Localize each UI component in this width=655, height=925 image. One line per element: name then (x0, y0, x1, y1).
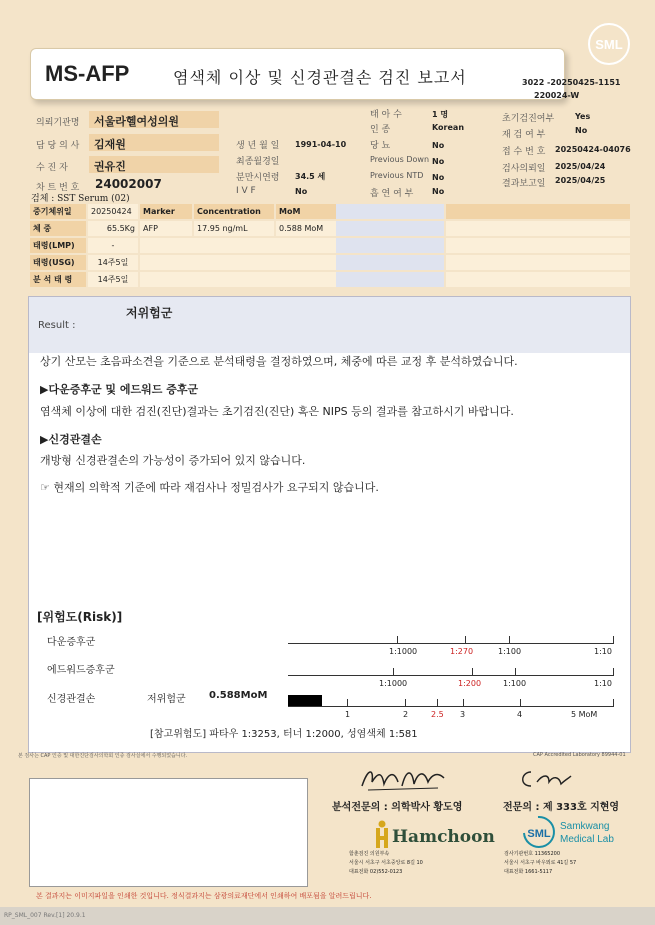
patient-label: 수 진 자 (36, 163, 68, 173)
report-id-line2: 220024-W (534, 91, 580, 100)
col-marker: Marker (140, 204, 192, 219)
ntd-tick-2: 2 (403, 710, 409, 719)
svg-text:SML: SML (527, 828, 551, 840)
prev-ntd-label: Previous NTD (370, 171, 424, 180)
race-label: 인 종 (370, 125, 391, 135)
ga-analysis-label: 분 석 태 령 (30, 272, 86, 287)
early-value: Yes (575, 112, 591, 121)
fetus-count: 1 명 (432, 110, 449, 119)
early-label: 초기검진여부 (502, 114, 555, 124)
hamchoon-addr-3: 대표전화 02)552-0123 (349, 869, 403, 875)
col-concentration: Concentration (194, 204, 274, 219)
race-value: Korean (432, 123, 465, 132)
ntd-scale-line (288, 706, 614, 707)
ga-usg: 14주5일 (88, 255, 138, 270)
specialist-label: 전문의 : 제 333호 지현영 (503, 802, 620, 813)
weight-label: 체 중 (30, 221, 86, 236)
analyst-label: 분석전문의 : 의학박사 황도영 (332, 802, 463, 813)
ntd-tick-1: 1 (345, 710, 351, 719)
ga-lmp-label: 태령(LMP) (30, 238, 86, 253)
result-panel (28, 296, 631, 753)
afp-concentration: 17.95 ng/mL (194, 221, 274, 236)
report-id: 3022 -20250425-1151 (522, 78, 621, 87)
hamchoon-addr-2: 서울시 서초구 서초중앙로 8길 10 (349, 860, 423, 866)
report-date: 2025/04/25 (555, 176, 606, 185)
col-mom: MoM (276, 204, 336, 219)
marker-afp: AFP (140, 221, 192, 236)
result-header (29, 297, 630, 353)
reference-risk: [참고위험도] 파타우 1:3253, 터너 1:2000, 성염색체 1:581 (150, 729, 418, 740)
ntd-label: 신경관결손 (47, 694, 96, 705)
ntd-tick-cutoff: 2.5 (431, 710, 444, 719)
result-label: Result : (38, 320, 76, 331)
sml-addr-2: 서울시 서초구 바우뫼로 41길 57 (504, 860, 577, 866)
hamchoon-addr-1: 함춘검진 의원부속 (349, 851, 390, 857)
prev-down-value: No (432, 157, 445, 166)
measure-empty-4 (140, 255, 336, 270)
risk-title: [위험도(Risk)] (37, 610, 123, 624)
down-tick-1: 1:1000 (389, 647, 418, 656)
accession-label: 접 수 번 호 (502, 147, 546, 157)
institution: 서울라헬여성의원 (94, 115, 180, 128)
weigh-date: 20250424 (88, 204, 138, 219)
hamchoon-info (349, 850, 423, 877)
sml-logo (587, 22, 631, 66)
down-tick-cutoff: 1:270 (450, 647, 474, 656)
doctor: 김재원 (94, 138, 126, 151)
prev-ntd-value: No (432, 173, 445, 182)
request-date-label: 검사의뢰일 (502, 164, 546, 174)
patient-box (89, 156, 219, 173)
chart-label: 차 트 번 호 (36, 183, 80, 193)
ntd-mom: 0.588MoM (209, 690, 268, 701)
disclaimer: 본 결과지는 이미지파일을 인쇄한 것입니다. 정식결과지는 삼광의료재단에서 인쇄하여 배포됨을 알려드립니다. (36, 892, 372, 900)
birth-date: 1991-04-10 (295, 140, 347, 149)
cert-note: 본 검사는 CAP 인증 및 대한진단검사의학회 인증 검사실에서 수행되었습니다. (18, 753, 188, 759)
accession-number: 20250424-04076 (555, 145, 631, 154)
edwards-label: 에드워드증후군 (47, 665, 115, 676)
edwards-tick-cutoff: 1:200 (458, 679, 482, 688)
edwards-tick-1: 1:1000 (379, 679, 408, 688)
smoke-label: 흡 연 여 부 (370, 189, 414, 199)
ntd-tick-4: 4 (517, 710, 523, 719)
result-para-1: 상기 산모는 초음파소견을 기준으로 분석태령을 결정하였으며, 체중에 따른 교정 후 분석하였습니다. (40, 355, 518, 368)
diabetes-label: 당 뇨 (370, 141, 391, 151)
result-para-2: 염색체 이상에 대한 검진(진단)결과는 초기검진(진단) 혹은 NIPS 등의 결과를 참고하시기 바랍니다. (40, 405, 514, 418)
ntd-mom-bar (288, 695, 322, 706)
ntd-heading: ▶신경관결손 (40, 433, 102, 446)
specimen: 검체 : SST Serum (02) (31, 194, 130, 204)
measure-empty-3 (140, 238, 336, 253)
sml-addr-3: 대표전화 1661-5117 (504, 869, 553, 875)
svg-text:SML: SML (595, 37, 623, 52)
result-para-4: ☞ 현재의 의학적 기준에 따라 재검사나 정밀검사가 요구되지 않습니다. (40, 481, 379, 494)
lmp-label: 최종월경일 (236, 157, 280, 167)
maternal-age: 34.5 세 (295, 172, 326, 181)
diabetes-value: No (432, 141, 445, 150)
sml-lab-logo (522, 815, 632, 853)
doctor-label: 담 당 의 사 (36, 141, 80, 151)
result-value: 저위험군 (126, 306, 173, 320)
comment-box (29, 778, 308, 887)
measure-empty-5 (140, 272, 336, 287)
down-label: 다운증후군 (47, 637, 96, 648)
smoke-value: No (432, 187, 445, 196)
edwards-scale-line (288, 675, 614, 676)
ntd-tick-5: 5 MoM (571, 710, 598, 719)
prev-down-label: Previous Down (370, 155, 430, 164)
fetus-label: 태 아 수 (370, 110, 402, 120)
retest-value: No (575, 126, 588, 135)
birth-label: 생 년 월 일 (236, 141, 280, 151)
down-scale-line (288, 643, 614, 644)
form-code: RP_SML_007 Rev.[1] 20.9.1 (4, 912, 86, 919)
chart-number: 24002007 (95, 177, 162, 191)
edwards-tick-3: 1:100 (503, 679, 527, 688)
ivf-value: No (295, 187, 308, 196)
footer-strip (0, 907, 655, 925)
svg-text:Samkwang: Samkwang (560, 821, 610, 832)
svg-text:Medical Lab: Medical Lab (560, 834, 614, 845)
right-grid (336, 204, 630, 287)
down-tick-4: 1:10 (594, 647, 612, 656)
sml-info (504, 850, 576, 877)
ga-lmp: - (88, 238, 138, 253)
edwards-tick-4: 1:10 (594, 679, 612, 688)
report-date-label: 결과보고일 (502, 179, 546, 189)
ivf-label: I V F (236, 186, 256, 196)
weight: 65.5Kg (88, 221, 138, 236)
patient-name: 권유진 (94, 160, 126, 173)
analyst-signature (358, 764, 448, 798)
doctor-box (89, 134, 219, 151)
report-title: 염색체 이상 및 신경관결손 검진 보고서 (173, 68, 467, 87)
institution-label: 의뢰기관명 (36, 118, 80, 128)
specialist-signature (515, 766, 575, 796)
request-date: 2025/04/24 (555, 162, 606, 171)
svg-text:Hamchoon: Hamchoon (392, 827, 495, 847)
result-para-3: 개방형 신경관결손의 가능성이 증가되어 있지 않습니다. (40, 454, 306, 467)
ntd-tick-3: 3 (460, 710, 466, 719)
sml-addr-1: 검사기관번호 11365200 (504, 851, 561, 857)
report-title-bar (30, 48, 565, 100)
ntd-risk: 저위험군 (147, 694, 186, 705)
retest-label: 재 검 여 부 (502, 130, 546, 140)
down-tick-3: 1:100 (498, 647, 522, 656)
institution-box (89, 111, 219, 128)
age-label: 분만시연령 (236, 173, 280, 183)
down-edwards-heading: ▶다운증후군 및 에드워드 증후군 (40, 383, 199, 396)
cap-note: CAP Accredited Laboratory 89944-01 (533, 752, 626, 758)
ga-analysis: 14주5일 (88, 272, 138, 287)
weigh-date-label: 중기체위일 (30, 204, 86, 219)
test-name: MS-AFP (45, 61, 130, 86)
afp-mom: 0.588 MoM (276, 221, 336, 236)
ga-usg-label: 태령(USG) (30, 255, 86, 270)
